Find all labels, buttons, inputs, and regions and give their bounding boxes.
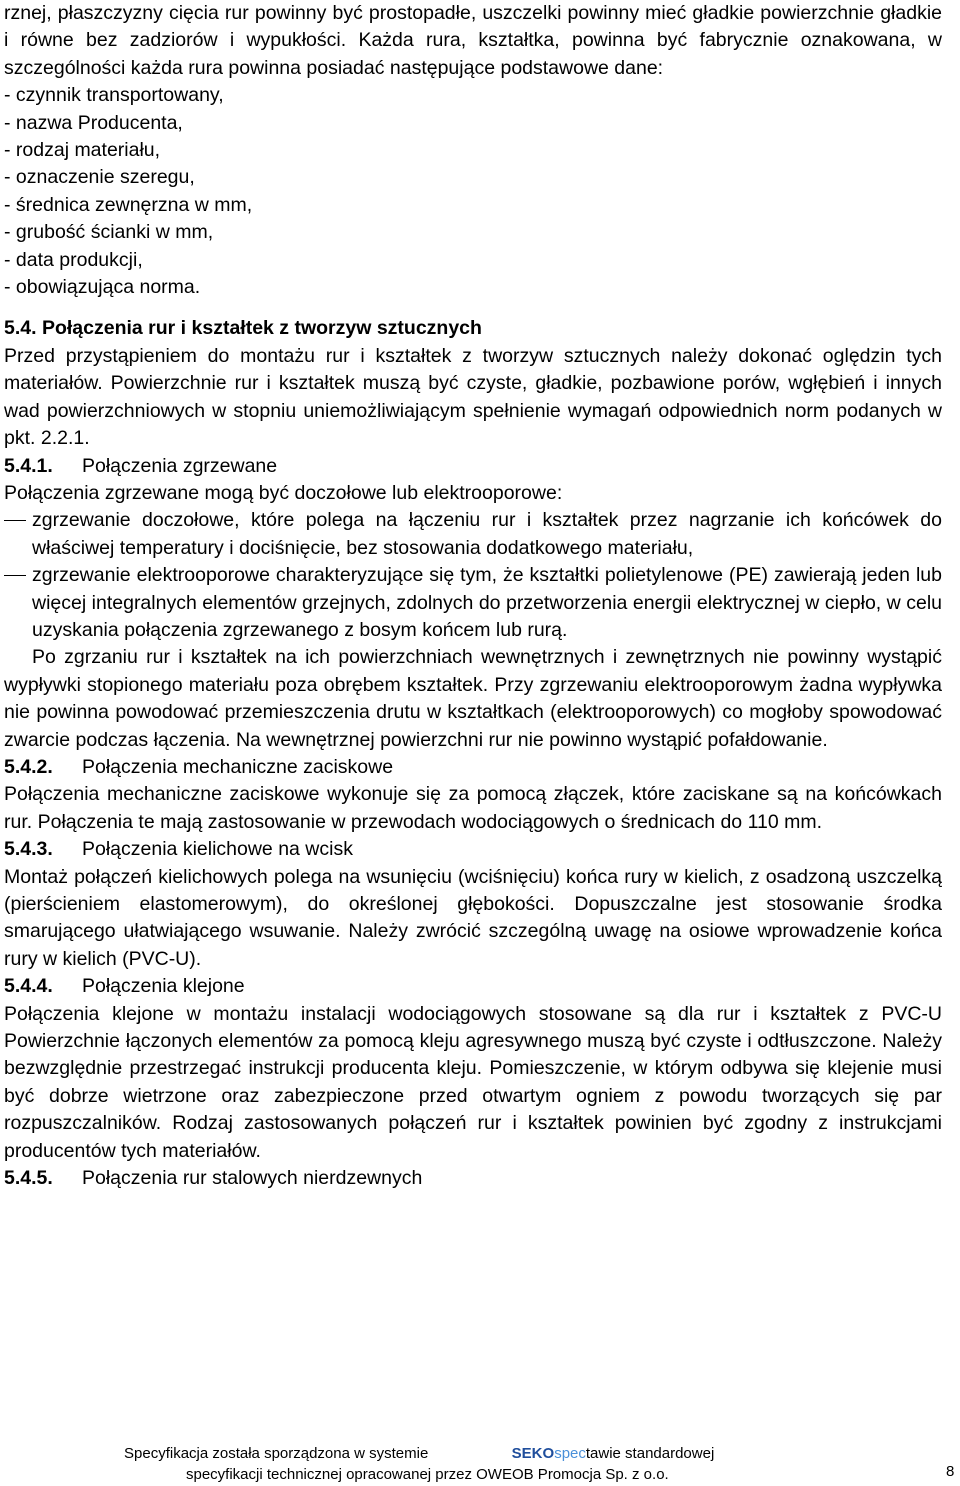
page-number: 8 — [946, 1463, 955, 1480]
section-paragraph: Połączenia mechaniczne zaciskowe wykonuje się za pomocą złączek, które zaciskane są na końcówkach rur. Połączenia te mają zastosowanie w przewodach wodociągowych o średnicach do 110 mm. — [4, 783, 942, 833]
footer-text: tawie standardowej — [585, 1445, 715, 1462]
section-paragraph: Przed przystąpieniem do montażu rur i kształtek z tworzyw sztucznych należy dokonać oględzin tych materiałów. Powierzchnie rur i kształtek muszą być czyste, gładkie, pozbawione porów, wgłębień i innych wad powierzchniowych w stopniu uniemożliwiającym spełnienie wymagań odpowiednich norm podanych w pkt. 2.2.1. — [4, 344, 942, 450]
dash-item-text: zgrzewanie doczołowe, które polega na łączeniu rur i kształtek przez nagrzanie ich końcówek do właściwej temperatury i dociśnięcie, bez stosowania dodatkowego materiału, — [32, 509, 942, 559]
section-number: 5.4.3. — [4, 838, 53, 861]
footer-text: Specyfikacja została sporządzona w systemie — [124, 1445, 429, 1462]
section-title: Połączenia rur i kształtek z tworzyw sztucznych — [41, 317, 482, 340]
list-item: - rodzaj materiału, — [4, 139, 161, 162]
brand-logo-seko: SEKO — [511, 1445, 555, 1462]
list-item: - oznaczenie szeregu, — [4, 166, 195, 189]
footer-line-2: specyfikacji technicznej opracowanej przez OWEOB Promocja Sp. z o.o. — [186, 1466, 669, 1483]
dash-list-item — [4, 507, 942, 562]
section-paragraph: Po zgrzaniu rur i kształtek na ich powierzchniach wewnętrznych i zewnętrznych nie powinny wystąpić wypływki stopionego materiału poza obrębem kształtek. Przy zgrzewaniu elektrooporowym żadna wypływka nie powinna powodować przemieszczenia drutu w kształtkach (elektrooporowych) co mogłoby spowodować zwarcie podczas łączenia. Na wewnętrznej powierzchni rur nie powinno wystąpić pofałdowanie. — [4, 646, 942, 751]
section-heading-5-4 — [4, 315, 942, 342]
section-number: 5.4.5. — [4, 1167, 53, 1190]
dash-bullet — [4, 520, 26, 521]
section-heading-5-4-4 — [4, 973, 942, 1000]
list-item: - obowiązująca norma. — [4, 276, 201, 299]
dash-list-item — [4, 562, 942, 644]
list-item: - data produkcji, — [4, 248, 143, 271]
section-number: 5.4.2. — [4, 755, 53, 778]
marking-list — [4, 82, 942, 301]
page-footer — [0, 1442, 960, 1486]
list-item: - średnica zewnęrzna w mm, — [4, 193, 253, 216]
section-title: Połączenia zgrzewane — [82, 454, 278, 477]
section-heading-5-4-2 — [4, 754, 942, 781]
list-item: - grubość ścianki w mm, — [4, 221, 214, 244]
intro-paragraph: rznej, płaszczyzny cięcia rur powinny być prostopadłe, uszczelki powinny mieć gładkie powierzchnie gładkie i równe bez zadziorów i wypukłości. Każda rura, kształtka, powinna być fabrycznie oznakowana, w szczególności każda rura powinna posiadać następujące podstawowe dane: — [4, 2, 942, 79]
document-page — [4, 0, 942, 1192]
list-item: - nazwa Producenta, — [4, 111, 183, 134]
section-number: 5.4.1. — [4, 454, 53, 477]
section-title: Połączenia kielichowe na wcisk — [82, 838, 353, 861]
dash-bullet — [4, 575, 26, 576]
section-intro: Połączenia zgrzewane mogą być doczołowe lub elektrooporowe: — [4, 481, 563, 504]
dash-item-text: zgrzewanie elektrooporowe charakteryzujące się tym, że kształtki polietylenowe (PE) zawierają jeden lub więcej integralnych elementów grzejnych, zdolnych do przetworzenia energii elektrycznej w ciepło, w celu uzyskania połączenia zgrzewanego z bosym końcem lub rurą. — [32, 564, 942, 641]
section-heading-5-4-3 — [4, 836, 942, 863]
section-paragraph: Połączenia klejone w montażu instalacji wodociągowych stosowane są dla rur i kształtek z PVC-U Powierzchnie łączonych elementów za pomocą kleju agresywnego muszą być czyste i odtłuszczone. Należy bezwzględnie przestrzegać instrukcji producenta kleju. Pomieszczenie, w którym odbywa się klejenie musi być dobrze wietrzone oraz zabezpieczone przed otwartym ogniem z powodu tworzących się par rozpuszczalników. Rodzaj zastosowanych połączeń rur i kształtek powinien być zgodny z instrukcjami producentów tych materiałów. — [4, 1002, 942, 1162]
section-number: 5.4.4. — [4, 975, 53, 998]
section-title: Połączenia rur stalowych nierdzewnych — [82, 1167, 423, 1190]
list-item: - czynnik transportowany, — [4, 84, 224, 107]
section-title: Połączenia klejone — [82, 975, 245, 998]
brand-logo-spec: spec — [554, 1445, 586, 1462]
section-number: 5.4. — [4, 317, 37, 340]
footer-line-1 — [124, 1444, 714, 1464]
section-heading-5-4-1 — [4, 453, 942, 480]
section-heading-5-4-5 — [4, 1165, 942, 1192]
section-paragraph: Montaż połączeń kielichowych polega na wsunięciu (wciśnięciu) końca rury w kielich, z osadzoną uszczelką (pierścieniem elastomerowym), do określonej głębokości. Dopuszczalne jest stosowanie środka smarującego ułatwiającego wsuwanie. Należy zwrócić szczególną uwagę na osiowe wprowadzenie końca rury w kielich (PVC-U). — [4, 865, 942, 970]
section-title: Połączenia mechaniczne zaciskowe — [82, 755, 394, 778]
